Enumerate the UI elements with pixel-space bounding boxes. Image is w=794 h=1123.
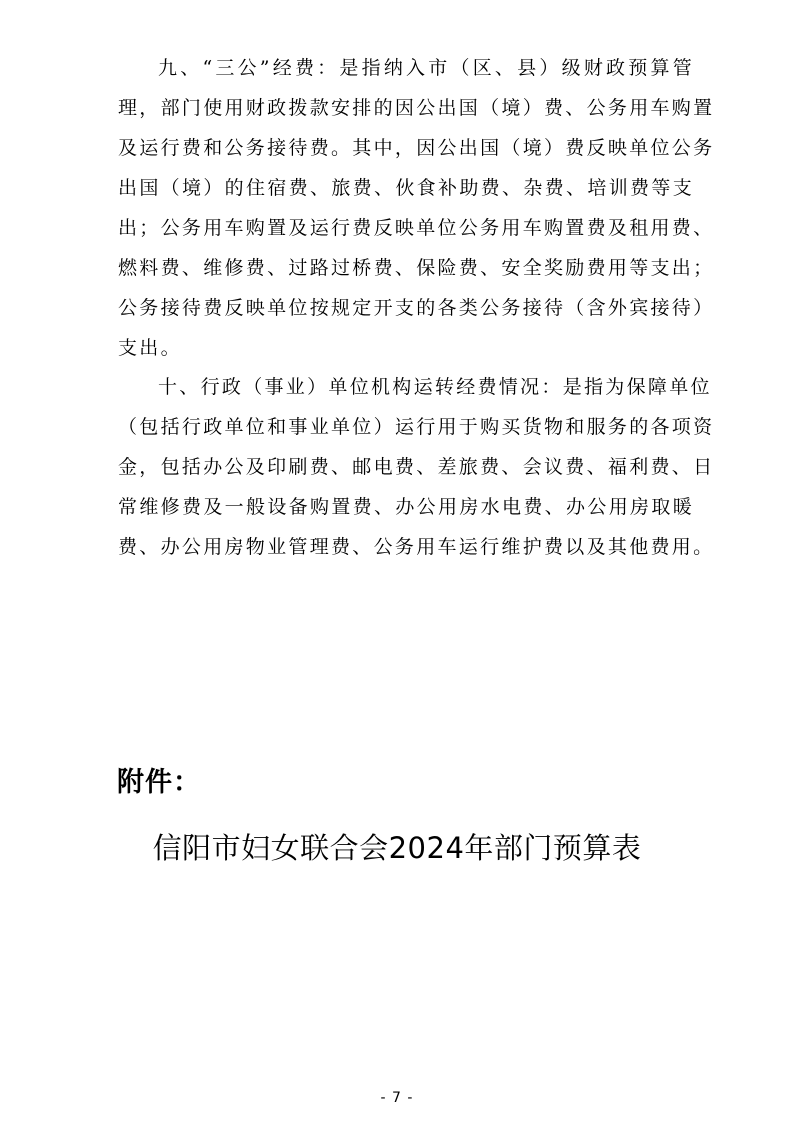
paragraph-line: 金，包括办公及印刷费、邮电费、差旅费、会议费、福利费、日 [118, 456, 715, 478]
paragraph-line: 九、“三公”经费：是指纳入市（区、县）级财政预算管 [158, 57, 694, 79]
paragraph-line: 及运行费和公务接待费。其中，因公出国（境）费反映单位公务 [118, 137, 715, 159]
paragraph-line: 常维修费及一般设备购置费、办公用房水电费、办公用房取暖 [118, 496, 694, 518]
page-number: - 7 - [380, 1090, 414, 1106]
attachment-title: 信阳市妇女联合会2024年部门预算表 [152, 831, 642, 865]
paragraph-line: 出国（境）的住宿费、旅费、伙食补助费、杂费、培训费等支 [118, 177, 694, 199]
paragraph-line: 燃料费、维修费、过路过桥费、保险费、安全奖励费用等支出； [118, 257, 715, 279]
paragraph-line: （包括行政单位和事业单位）运行用于购买货物和服务的各项资 [118, 416, 715, 438]
paragraph-line: 费、办公用房物业管理费、公务用车运行维护费以及其他费用。 [118, 536, 715, 558]
paragraph-line: 理，部门使用财政拨款安排的因公出国（境）费、公务用车购置 [118, 97, 715, 119]
paragraph-line: 支出。 [118, 337, 182, 359]
attachment-label: 附件： [117, 767, 201, 798]
paragraph-line: 出；公务用车购置及运行费反映单位公务用车购置费及租用费、 [118, 217, 715, 239]
paragraph-line: 公务接待费反映单位按规定开支的各类公务接待（含外宾接待） [118, 297, 715, 319]
paragraph-line: 十、行政（事业）单位机构运转经费情况：是指为保障单位 [158, 376, 712, 398]
